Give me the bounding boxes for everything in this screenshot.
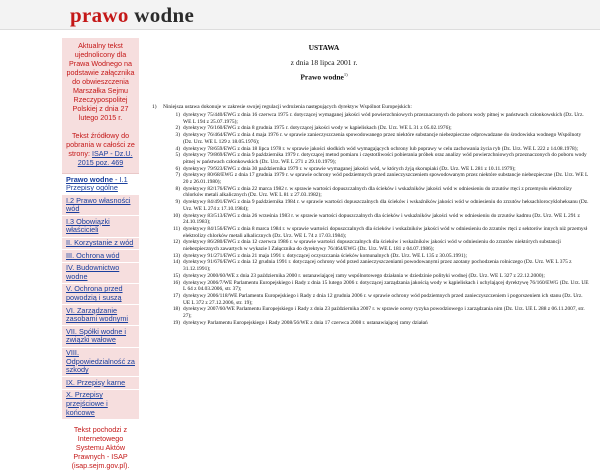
directive-text: dyrektywy 2000/60/WE z dnia 23 października 2000 r. ustanawiającej ramy wspólnotowego działania w dziedzinie polityki wodnej (Dz. Urz. WE L 327 z 22.12.2000); <box>183 272 545 279</box>
sidebar-download-note <box>62 128 139 167</box>
directive-item <box>169 293 589 306</box>
directive-text: dyrektywy 84/491/EWG z dnia 9 października 1984 r. w sprawie wartości dopuszczalnych dla ścieków i wskaźników jakości wód w odniesieniu do zrzutów heksachlorocykloheksanu (Dz. Urz. WE L 274 z 17.10.1984); <box>183 199 589 212</box>
directive-number: 17) <box>172 292 180 299</box>
directive-text: dyrektywy 83/513/EWG z dnia 26 września 1983 r. w sprawie wartości dopuszczalnych dla ścieków i wskaźników jakości wód w odniesieniu do zrzutów kadmu (Dz. Urz. WE L 291 z 24.10.1983); <box>183 212 580 226</box>
directive-text: dyrektywy 91/271/EWG z dnia 21 maja 1991 r. dotyczącej oczyszczania ścieków komunalnych (Dz. Urz. WE L 135 z 30.05.1991); <box>183 252 467 259</box>
directive-item <box>169 132 589 145</box>
menu-item-budownictwo-wodne[interactable]: IV. Budownictwo wodne <box>62 263 139 284</box>
directive-number: 10) <box>172 212 180 219</box>
directive-item <box>169 199 589 212</box>
directive-number: 3) <box>175 132 180 139</box>
logo-word-wodne: wodne <box>134 3 195 27</box>
menu-item-ochrona-wod[interactable]: III. Ochrona wód <box>62 250 139 263</box>
footnote-intro <box>152 104 592 111</box>
directive-item <box>169 239 589 252</box>
menu-item-ochrona-przed-powodzia[interactable]: V. Ochrona przed powodzią i suszą <box>62 284 139 305</box>
directive-item <box>169 306 589 319</box>
menu-item-korzystanie-z-wod[interactable]: II. Korzystanie z wód <box>62 238 139 251</box>
directive-item <box>169 280 589 293</box>
directive-text: dyrektywy 2006/118/WE Parlamentu Europejskiego i Rady z dnia 12 grudnia 2006 r. w sprawie ochrony wód podziemnych przed zanieczyszczeniem i pogorszeniem ich stanu (Dz. Urz. UE L 372 z 27.12.2006, str. 19); <box>183 292 583 306</box>
directive-number: 18) <box>172 306 180 313</box>
directive-text: dyrektywy 79/923/EWG z dnia 30 października 1979 r. w sprawie wymaganej jakości wód, w których żyją skorupiaki (Dz. Urz. WE L 281 z 10.11.1979); <box>183 165 516 172</box>
directive-text: dyrektywy 2007/60/WE Parlamentu Europejskiego i Rady z dnia 23 października 2007 r. w sprawie oceny ryzyka powodziowego i zarządzania nim (Dz. Urz. UE L 288 z 06.11.2007, str. 27); <box>183 306 585 320</box>
menu-item-przepisy-przejsciowe[interactable]: X. Przepisy przejściowe i końcowe <box>62 390 139 420</box>
directive-number: 6) <box>175 165 180 172</box>
menu-item-przepisy-ogolne[interactable] <box>62 174 139 195</box>
sidebar <box>62 38 139 470</box>
footnote-marker: 1) <box>152 104 157 110</box>
footnote-intro-text: Niniejsza ustawa dokonuje w zakresie swojej regulacji wdrożenia następujących dyrektyw Wspólnot Europejskich: <box>163 104 412 110</box>
sidebar-source-note: Aktualny tekst ujednolicony dla Prawa Wodnego na podstawie załącznika do obwieszczenia Marszałka Sejmu Rzeczypospolitej Polskiej z dnia 27 lutego 2015 r. <box>66 41 135 122</box>
sidebar-footer-note: Tekst pochodzi z Internetowego Systemu Aktów Prawnych - ISAP (isap.sejm.gov.pl). <box>71 424 130 470</box>
menu-item-active-rest[interactable]: - I.1 Przepisy ogólne <box>66 174 128 193</box>
menu-item-prawo-wlasnosci[interactable]: I.2 Prawo własności wód <box>62 195 139 216</box>
directive-number: 7) <box>175 172 180 179</box>
directive-text: dyrektywy 80/68/EWG z dnia 17 grudnia 1979 r. w sprawie ochrony wód podziemnych przed zanieczyszczeniem spowodowanym przez niektóre substancje niebezpieczne (Dz. Urz. WE L 20 z 26.01.1980); <box>183 172 589 186</box>
directive-text: dyrektywy 78/659/EWG z dnia 18 lipca 1978 r. w sprawie jakości słodkich wód wymagających ochrony lub poprawy w celu zachowania życia ryb (Dz. Urz. WE L 222 z 14.08.1978); <box>183 145 579 152</box>
act-date: z dnia 18 lipca 2001 r. <box>290 58 358 67</box>
directive-item <box>169 320 589 327</box>
directive-text: dyrektywy 76/464/EWG z dnia 4 maja 1976 r. w sprawie zanieczyszczenia spowodowanego przez niektóre substancje niebezpieczne odprowadzane do środowiska wodnego Wspólnoty (Dz. Urz. WE L 129 z 18.05.1976); <box>183 132 582 145</box>
menu-item-obowiazki-wlascicieli[interactable]: I.3 Obowiązki właścicieli <box>62 216 139 237</box>
act-title: USTAWA <box>308 43 340 52</box>
directive-item <box>169 152 589 165</box>
directive-number: 8) <box>175 185 180 192</box>
site-logo[interactable] <box>70 3 194 28</box>
directive-number: 4) <box>175 145 180 152</box>
directive-item <box>169 259 589 272</box>
directive-item <box>169 213 589 226</box>
directive-text: dyrektywy 86/280/EWG z dnia 12 czerwca 1986 r. w sprawie wartości dopuszczalnych dla ścieków i wskaźników jakości wód w odniesieniu do zrzutów niektórych substancji niebezpiecznych zawartych w wykazie I Załącznika do dyrektywy 76/464/EWG (Dz. Urz. WE L 181 z 04.07.1986); <box>183 239 561 253</box>
download-note-text: Tekst źródłowy do pobrania w całości ze strony: <box>66 131 135 158</box>
directive-text: dyrektywy 2006/7/WE Parlamentu Europejskiego i Rady z dnia 15 lutego 2006 r. dotyczącej zarządzania jakością wody w kąpieliskach i uchylającej dyrektywę 76/160/EWG (Dz. Urz. UE L 64 z 04.03.2006, str. 37); <box>183 279 589 293</box>
directive-text: dyrektywy 82/176/EWG z dnia 22 marca 1982 r. w sprawie wartości dopuszczalnych dla ścieków i wskaźników jakości wód w odniesieniu do zrzutów rtęci z przemysłu elektrolizy chlorków metali alkalicznych (Dz. Urz. WE L 81 z 27.03.1982); <box>183 185 572 199</box>
directive-number: 9) <box>175 199 180 206</box>
directive-item <box>169 186 589 199</box>
directive-text: dyrektywy 84/156/EWG z dnia 8 marca 1984 r. w sprawie wartości dopuszczalnych dla ścieków i wskaźników jakości wód w odniesieniu do zrzutów rtęci z sektorów innych niż przemysł elektrolizy chlorków metali alkalicznych (Dz. Urz. WE L 74 z 17.03.1984); <box>183 225 588 239</box>
directive-number: 14) <box>172 259 180 266</box>
directive-item <box>169 172 589 185</box>
directive-item <box>169 125 589 132</box>
menu-item-zarzadzanie-zasobami[interactable]: VI. Zarządzanie zasobami wodnymi <box>62 305 139 326</box>
act-name <box>144 72 504 82</box>
directive-number: 16) <box>172 279 180 286</box>
directive-text: dyrektywy 76/160/EWG z dnia 8 grudnia 1975 r. dotyczącej jakości wody w kąpieliskach (Dz. Urz. WE L 31 z 05.02.1976); <box>183 125 452 132</box>
chapter-menu <box>62 173 139 420</box>
directive-number: 12) <box>172 239 180 246</box>
directive-number: 19) <box>172 319 180 326</box>
directive-number: 13) <box>172 252 180 259</box>
directive-number: 15) <box>172 272 180 279</box>
site-header <box>0 0 600 30</box>
directive-item <box>169 273 589 280</box>
isap-source-link[interactable]: ISAP - Dz.U. 2015 poz. 469 <box>77 149 133 167</box>
directive-number: 11) <box>173 225 180 232</box>
menu-item-spolki-wodne[interactable]: VII. Spółki wodne i związki wałowe <box>62 326 139 347</box>
directive-text: dyrektywy 91/676/EWG z dnia 12 grudnia 1991 r. dotyczącej ochrony wód przed zanieczyszczeniami powodowanymi przez azotany pochodzenia rolniczego (Dz. Urz. WE L 375 z 31.12.1991); <box>183 259 572 273</box>
directive-text: dyrektywy Parlamentu Europejskiego i Rady 2008/56/WE z dnia 17 czerwca 2008 r. ustanawiającej ramy działań <box>183 319 428 326</box>
directive-item <box>169 226 589 239</box>
directive-number: 1) <box>175 112 180 118</box>
menu-item-odpowiedzialnosc[interactable]: VIII. Odpowiedzialność za szkody <box>62 348 139 378</box>
directive-number: 2) <box>175 125 180 132</box>
directive-text: dyrektywy 79/869/EWG z dnia 9 października 1979 r. dotyczącej metod pomiaru i częstotliwości pobierania próbek oraz analizy wód powierzchniowych przeznaczonych do poboru wody pitnej w państwach członkowskich (Dz. Urz. WE L 271 z 29.10.1979); <box>183 152 587 165</box>
menu-item-active-link[interactable]: Prawo wodne <box>66 174 114 184</box>
menu-item-przepisy-karne[interactable]: IX. Przepisy karne <box>62 377 139 390</box>
logo-word-prawo: prawo <box>70 3 129 27</box>
directive-text: dyrektywy 75/440/EWG z dnia 16 czerwca 1975 r. dotyczącej wymaganej jakości wód powierzchniowych przeznaczonych do poboru wody pitnej w państwach członkowskich (Dz. Urz. WE L 194 z 25.07.1975); <box>183 112 584 125</box>
act-footnote-ref[interactable]: 1) <box>343 72 348 77</box>
act-name-text: Prawo wodne <box>300 72 344 82</box>
directive-list <box>169 112 589 327</box>
directive-item <box>169 112 589 125</box>
directive-item <box>169 146 589 153</box>
directive-number: 5) <box>175 152 180 159</box>
document-content <box>144 38 600 400</box>
